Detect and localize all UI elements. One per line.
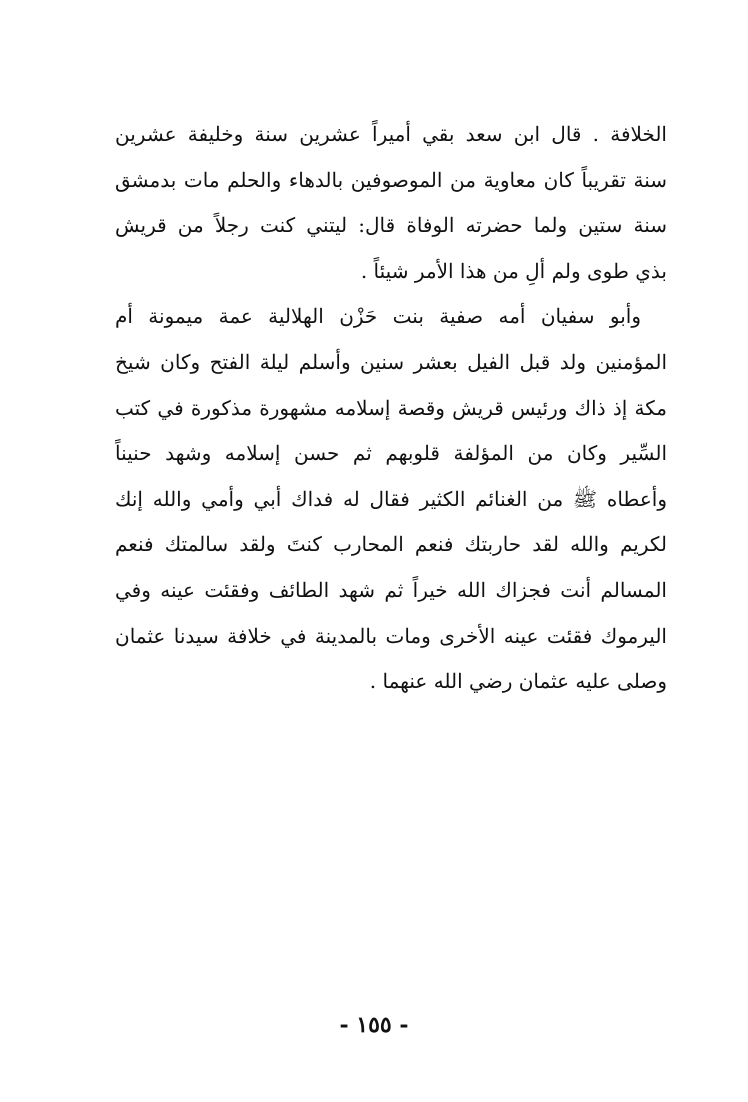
text-line: الخلافة . قال ابن سعد بقي أميراً عشرين سنة وخليفة عشرين bbox=[115, 122, 667, 146]
text-line: المسالم أنت فجزاك الله خيراً ثم شهد الطائف وفقئت عينه وفي bbox=[115, 577, 667, 602]
body-text bbox=[115, 112, 667, 705]
text-line: المؤمنين ولد قبل الفيل بعشر سنين وأسلم ليلة الفتح وكان شيخ bbox=[115, 349, 667, 374]
text-line: بذي طوى ولم ألِ من هذا الأمر شيئاً . bbox=[360, 258, 667, 283]
text-line: وأعطاه ﷺ من الغنائم الكثير فقال له فداك أبي وأمي والله إنك bbox=[115, 486, 667, 511]
text-line: السِّير وكان من المؤلفة قلوبهم ثم حسن إسلامه وشهد حنيناً bbox=[115, 441, 667, 466]
text-line: اليرموك فقئت عينه الأخرى ومات بالمدينة في خلافة سيدنا عثمان bbox=[115, 623, 667, 648]
text-line: مكة إذ ذاك ورئيس قريش وقصة إسلامه مشهورة مذكورة في كتب bbox=[115, 395, 667, 420]
page-number: - ١٥٥ - bbox=[339, 1012, 409, 1038]
text-line: وصلى عليه عثمان رضي الله عنهما . bbox=[369, 669, 667, 694]
text-line: سنة تقريباً كان معاوية من الموصوفين بالدهاء والحلم مات بدمشق bbox=[115, 167, 667, 192]
text-line: لكريم والله لقد حاربتك فنعم المحارب كنتَ ولقد سالمتك فنعم bbox=[115, 532, 667, 557]
text-line: وأبو سفيان أمه صفية بنت حَزْن الهلالية عمة ميمونة أم bbox=[115, 304, 641, 329]
text-line: سنة ستين ولما حضرته الوفاة قال: ليتني كنت رجلاً من قريش bbox=[115, 213, 667, 238]
